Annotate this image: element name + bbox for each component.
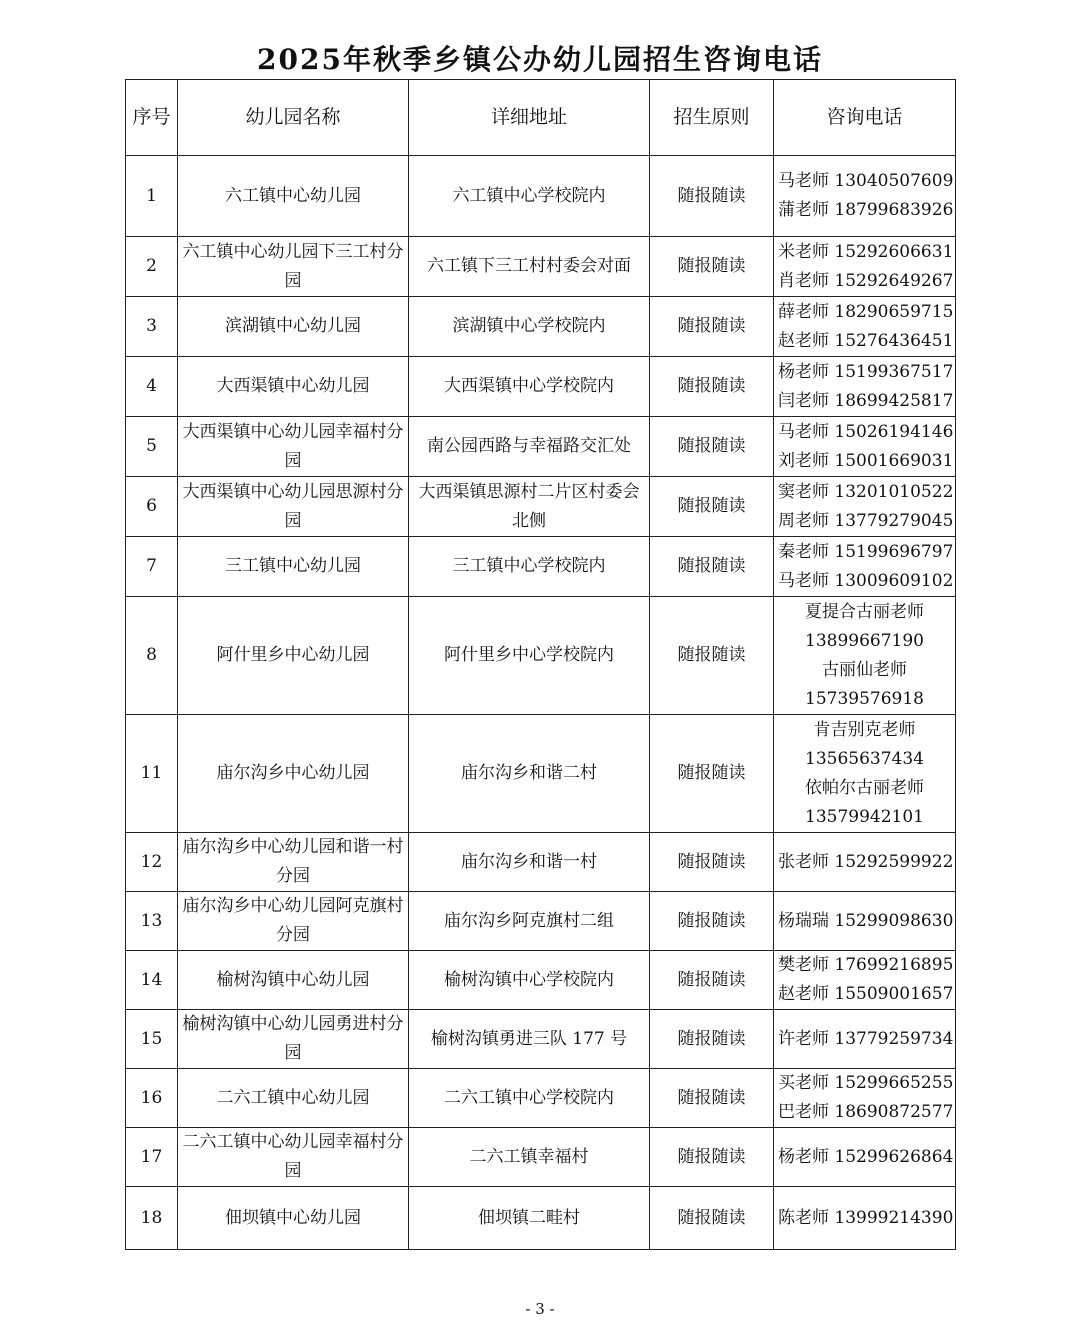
contact-phones xyxy=(774,417,956,477)
kindergarten-name: 大西渠镇中心幼儿园 xyxy=(178,357,409,417)
contact-phones xyxy=(774,156,956,237)
row-number: 5 xyxy=(126,417,178,477)
contact-phone-line: 薛老师 18290659715 xyxy=(778,301,954,322)
contact-phone-line: 肖老师 15292649267 xyxy=(778,270,954,291)
contact-phone-line: 张老师 15292599922 xyxy=(778,851,954,872)
contact-phones xyxy=(774,297,956,357)
kindergarten-name: 庙尔沟乡中心幼儿园阿克旗村分园 xyxy=(178,892,409,951)
contact-phones xyxy=(774,951,956,1010)
enrollment-rule: 随报随读 xyxy=(650,1187,774,1250)
contact-phone-line: 13899667190 xyxy=(805,630,924,651)
kindergarten-address: 庙尔沟乡和谐二村 xyxy=(409,715,650,833)
header-phone: 咨询电话 xyxy=(774,80,956,156)
enrollment-rule: 随报随读 xyxy=(650,1010,774,1069)
kindergarten-name: 三工镇中心幼儿园 xyxy=(178,537,409,597)
kindergarten-name: 榆树沟镇中心幼儿园勇进村分园 xyxy=(178,1010,409,1069)
header-address: 详细地址 xyxy=(409,80,650,156)
contact-phones xyxy=(774,1069,956,1128)
kindergarten-address: 二六工镇中心学校院内 xyxy=(409,1069,650,1128)
enrollment-rule: 随报随读 xyxy=(650,237,774,297)
table-row xyxy=(126,1069,956,1128)
kindergarten-address: 榆树沟镇勇进三队 177 号 xyxy=(409,1010,650,1069)
table-row xyxy=(126,477,956,537)
kindergarten-name: 庙尔沟乡中心幼儿园 xyxy=(178,715,409,833)
kindergarten-address: 庙尔沟乡阿克旗村二组 xyxy=(409,892,650,951)
row-number: 2 xyxy=(126,237,178,297)
contact-phone-line: 买老师 15299665255 xyxy=(778,1073,954,1093)
enrollment-rule: 随报随读 xyxy=(650,951,774,1010)
page-number: - 3 - xyxy=(525,1300,555,1318)
kindergarten-name: 阿什里乡中心幼儿园 xyxy=(178,597,409,715)
contact-phones xyxy=(774,833,956,892)
contact-phone-line: 赵老师 15509001657 xyxy=(778,984,954,1004)
table-header-row xyxy=(126,80,956,156)
contact-phones xyxy=(774,1128,956,1187)
contact-phone-line: 13579942101 xyxy=(805,806,924,827)
contact-phone-line: 马老师 13040507609 xyxy=(778,171,954,191)
enrollment-rule: 随报随读 xyxy=(650,1128,774,1187)
row-number: 13 xyxy=(126,892,178,951)
contact-phone-line: 秦老师 15199696797 xyxy=(778,541,954,562)
enrollment-rule: 随报随读 xyxy=(650,597,774,715)
table-row xyxy=(126,892,956,951)
table-row xyxy=(126,1187,956,1250)
enrollment-rule: 随报随读 xyxy=(650,1069,774,1128)
kindergarten-address: 滨湖镇中心学校院内 xyxy=(409,297,650,357)
kindergarten-name: 庙尔沟乡中心幼儿园和谐一村分园 xyxy=(178,833,409,892)
kindergarten-address: 大西渠镇思源村二片区村委会北侧 xyxy=(409,477,650,537)
row-number: 11 xyxy=(126,715,178,833)
contact-phones xyxy=(774,537,956,597)
contact-phone-line: 窦老师 13201010522 xyxy=(778,481,954,502)
row-number: 18 xyxy=(126,1187,178,1250)
kindergarten-name: 大西渠镇中心幼儿园幸福村分园 xyxy=(178,417,409,477)
kindergarten-address: 三工镇中心学校院内 xyxy=(409,537,650,597)
kindergarten-address: 二六工镇幸福村 xyxy=(409,1128,650,1187)
header-no: 序号 xyxy=(126,80,178,156)
kindergarten-name: 六工镇中心幼儿园下三工村分园 xyxy=(178,237,409,297)
row-number: 14 xyxy=(126,951,178,1010)
table-row xyxy=(126,951,956,1010)
kindergarten-name: 大西渠镇中心幼儿园思源村分园 xyxy=(178,477,409,537)
contact-phones xyxy=(774,892,956,951)
enrollment-rule: 随报随读 xyxy=(650,892,774,951)
contact-phone-line: 马老师 13009609102 xyxy=(778,570,954,591)
contact-phone-line: 夏提合古丽老师 xyxy=(805,601,924,622)
enrollment-rule: 随报随读 xyxy=(650,156,774,237)
enrollment-rule: 随报随读 xyxy=(650,357,774,417)
table-row xyxy=(126,1128,956,1187)
table-row xyxy=(126,1010,956,1069)
kindergarten-name: 滨湖镇中心幼儿园 xyxy=(178,297,409,357)
row-number: 4 xyxy=(126,357,178,417)
row-number: 6 xyxy=(126,477,178,537)
kindergarten-address: 六工镇下三工村村委会对面 xyxy=(409,237,650,297)
enrollment-rule: 随报随读 xyxy=(650,833,774,892)
table-row xyxy=(126,715,956,833)
kindergarten-address: 大西渠镇中心学校院内 xyxy=(409,357,650,417)
table-row xyxy=(126,537,956,597)
contact-phone-line: 蒲老师 18799683926 xyxy=(778,200,954,220)
contact-phones xyxy=(774,237,956,297)
contact-phone-line: 杨瑞瑞 15299098630 xyxy=(778,910,954,931)
row-number: 7 xyxy=(126,537,178,597)
contact-phone-line: 依帕尔古丽老师 xyxy=(805,777,924,798)
contact-phones xyxy=(774,1010,956,1069)
contact-phone-line: 杨老师 15299626864 xyxy=(778,1146,954,1167)
contact-phone-line: 闫老师 18699425817 xyxy=(778,390,954,411)
table-row xyxy=(126,417,956,477)
kindergarten-address: 南公园西路与幸福路交汇处 xyxy=(409,417,650,477)
contact-phone-line: 米老师 15292606631 xyxy=(778,241,954,262)
header-rule: 招生原则 xyxy=(650,80,774,156)
contact-phone-line: 马老师 15026194146 xyxy=(778,421,954,442)
row-number: 15 xyxy=(126,1010,178,1069)
contact-phone-line: 樊老师 17699216895 xyxy=(778,955,954,975)
contact-phone-line: 陈老师 13999214390 xyxy=(778,1207,954,1228)
kindergarten-name: 佃坝镇中心幼儿园 xyxy=(178,1187,409,1250)
contact-phones xyxy=(774,477,956,537)
kindergarten-address: 六工镇中心学校院内 xyxy=(409,156,650,237)
header-name: 幼儿园名称 xyxy=(178,80,409,156)
enrollment-rule: 随报随读 xyxy=(650,537,774,597)
contact-phones xyxy=(774,1187,956,1250)
contact-phone-line: 13565637434 xyxy=(805,748,924,769)
kindergarten-name: 二六工镇中心幼儿园 xyxy=(178,1069,409,1128)
contact-phone-line: 巴老师 18690872577 xyxy=(778,1102,954,1122)
contact-phones xyxy=(774,715,956,833)
kindergarten-table xyxy=(125,79,956,1250)
row-number: 1 xyxy=(126,156,178,237)
table-row xyxy=(126,237,956,297)
kindergarten-address: 阿什里乡中心学校院内 xyxy=(409,597,650,715)
contact-phone-line: 周老师 13779279045 xyxy=(778,510,954,531)
kindergarten-address: 庙尔沟乡和谐一村 xyxy=(409,833,650,892)
row-number: 3 xyxy=(126,297,178,357)
table-row xyxy=(126,597,956,715)
table-row xyxy=(126,297,956,357)
enrollment-rule: 随报随读 xyxy=(650,715,774,833)
contact-phone-line: 许老师 13779259734 xyxy=(778,1028,954,1049)
table-row xyxy=(126,156,956,237)
row-number: 16 xyxy=(126,1069,178,1128)
kindergarten-address: 佃坝镇二畦村 xyxy=(409,1187,650,1250)
kindergarten-name: 榆树沟镇中心幼儿园 xyxy=(178,951,409,1010)
table-body xyxy=(126,156,956,1250)
enrollment-rule: 随报随读 xyxy=(650,477,774,537)
contact-phones xyxy=(774,357,956,417)
contact-phones xyxy=(774,597,956,715)
kindergarten-name: 二六工镇中心幼儿园幸福村分园 xyxy=(178,1128,409,1187)
contact-phone-line: 15739576918 xyxy=(805,688,924,709)
contact-phone-line: 肯吉别克老师 xyxy=(813,719,916,740)
contact-phone-line: 赵老师 15276436451 xyxy=(778,330,954,351)
row-number: 17 xyxy=(126,1128,178,1187)
row-number: 12 xyxy=(126,833,178,892)
kindergarten-name: 六工镇中心幼儿园 xyxy=(178,156,409,237)
row-number: 8 xyxy=(126,597,178,715)
table-row xyxy=(126,833,956,892)
contact-phone-line: 杨老师 15199367517 xyxy=(778,361,954,382)
contact-phone-line: 刘老师 15001669031 xyxy=(778,450,954,471)
enrollment-rule: 随报随读 xyxy=(650,297,774,357)
page-title: 2025年秋季乡镇公办幼儿园招生咨询电话 xyxy=(257,43,823,76)
kindergarten-address: 榆树沟镇中心学校院内 xyxy=(409,951,650,1010)
enrollment-rule: 随报随读 xyxy=(650,417,774,477)
contact-phone-line: 古丽仙老师 xyxy=(822,659,907,680)
table-row xyxy=(126,357,956,417)
